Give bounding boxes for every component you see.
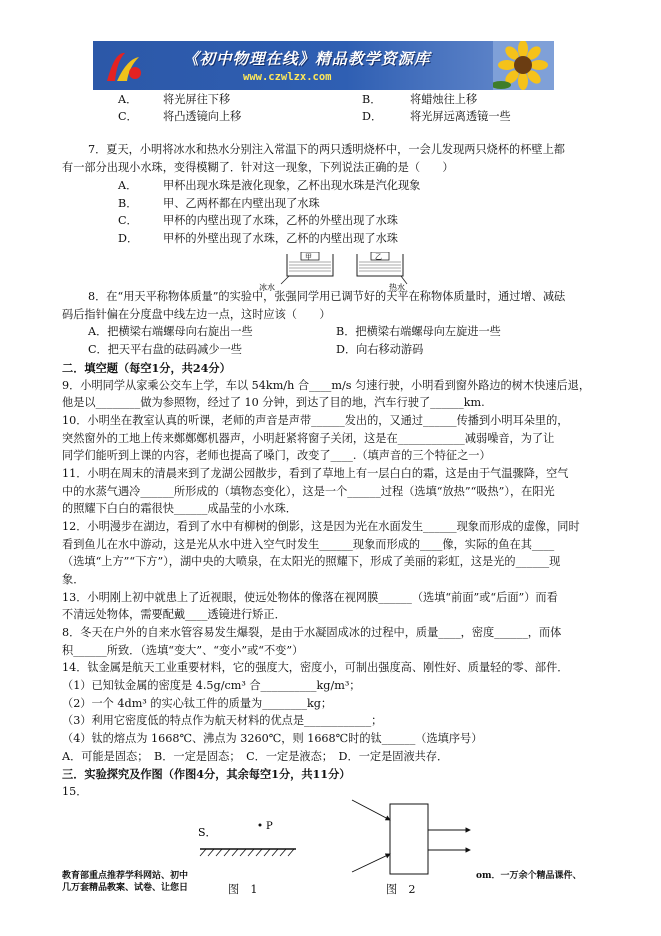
cup1-label: 甲 [305, 253, 312, 261]
fill-line: 8．冬天在户外的自来水管容易发生爆裂，是由于水凝固成冰的过程中，质量____，密度______，而体 [62, 626, 562, 639]
fill-line: 象． [62, 573, 85, 586]
q6-option-d-label: D． [362, 110, 383, 123]
figure-1-mirror [192, 815, 300, 875]
q6-option-a: 将光屏往下移 [163, 93, 231, 106]
fill-line: 14．钛金属是航天工业重要材料，它的强度大，密度小，可制出强度高、刚性好、质量轻的零、部件． [62, 661, 569, 674]
q6-option-c-label: C． [118, 110, 138, 123]
q8-stem-line2: 码后指针偏在分度盘中线左边一点，这时应该（ ） [62, 308, 331, 321]
banner-url[interactable]: www.czwlzx.com [243, 71, 332, 83]
black-box [390, 804, 428, 874]
point-p-dot [259, 824, 262, 827]
q6-option-a-label: A． [118, 93, 138, 106]
fill-line: （1）已知钛金属的密度是 4.5g/cm³ 合__________kg/m³； [62, 679, 361, 692]
fill-line: 的照耀下白白的霜很快______成晶莹的小水珠． [62, 502, 297, 515]
q8-option-a: A．把横梁右端螺母向右旋出一些 [88, 325, 253, 338]
footer-left-line2: 几万套精品教案、试卷、让您日 [62, 883, 189, 893]
q6-option-b-label: B． [362, 93, 382, 106]
q7-stem-line2: 有一部分出现小水珠，变得模糊了．针对这一现象，下列说法正确的是（ ） [62, 161, 454, 174]
fill-line: 他是以________做为参照物，经过了 10 分钟，到达了目的地，汽车行驶了______km. [62, 396, 485, 409]
q6-option-c: 将凸透镜向上移 [163, 110, 242, 123]
point-p-label: P [266, 821, 273, 832]
fill-line: （选填“上方”“下方”），湖中央的大喷泉，在太阳光的照耀下，形成了美丽的彩虹，这是光的______现 [62, 555, 561, 568]
q15-label: 15． [62, 785, 88, 798]
q7-option-a-label: A． [118, 179, 138, 192]
fill-line: A．可能是固态； B．一定是固态； C．一定是液态； D．一定是固液共存． [62, 750, 449, 763]
footer-left-line1: 教育部重点推荐学科网站、初中 [62, 871, 189, 881]
figure-2-caption: 图 2 [386, 883, 416, 896]
sunflower-icon [493, 41, 554, 90]
q8-stem-line1: 8．在“用天平称物体质量”的实验中，张强同学用已调节好的天平在称物体质量时，通过增、减砝 [88, 290, 566, 303]
cup2-label: 乙 [375, 253, 382, 261]
fill-line: 同学们能听到上课的内容，老师也提高了嗓门，改变了____.（填声音的三个特征之一） [62, 449, 491, 462]
figure-2-lens-box [340, 796, 490, 880]
fill-line: 12．小明漫步在湖边，看到了水中有柳树的倒影，这是因为光在水面发生______现象而形成的虚像，同时 [62, 520, 580, 533]
footer-right: om．一万余个精品课件、 [476, 871, 582, 881]
ice-water-label: 冰水 [259, 283, 275, 292]
fill-line: （4）钛的熔点为 1668℃、沸点为 3260℃，则 1668℃时的钛______（选填序号） [62, 732, 483, 745]
q7-option-d-label: D． [118, 232, 139, 245]
q7-option-a: 甲杯出现水珠是液化现象，乙杯出现水珠是汽化现象 [163, 179, 421, 192]
logo-icon [101, 47, 145, 85]
fill-line: 11．小明在周末的清晨来到了龙湖公园散步，看到了草地上有一层白白的霜，这是由于气温骤降，空气 [62, 467, 569, 480]
q8-option-b: B．把横梁右端螺母向左旋进一些 [336, 325, 501, 338]
q7-option-c: 甲杯的内壁出现了水珠，乙杯的外壁出现了水珠 [163, 214, 398, 227]
fill-line: 9．小明同学从家乘公交车上学，车以 54km/h 合____m/s 匀速行驶，小明看到窗外路边的树木快速后退， [62, 379, 591, 392]
banner-title: 《初中物理在线》精品教学资源库 [183, 49, 431, 68]
fill-line: 13．小明刚上初中就患上了近视眼，使远处物体的像落在视网膜______（选填“前面”或“后面”）而看 [62, 591, 558, 604]
fill-line: 突然窗外的工地上传来鄭鄭鄭机器声，小明赶紧将窗子关闭，这是在____________减弱噪音，为了让 [62, 432, 555, 445]
q7-option-d: 甲杯的外壁出现了水珠，乙杯的内壁出现了水珠 [163, 232, 398, 245]
hot-water-label: 热水 [389, 283, 405, 292]
header-banner [93, 41, 554, 90]
fill-line: （3）利用它密度低的特点作为航天材料的优点是____________； [62, 714, 383, 727]
incident-ray-top [352, 800, 390, 820]
section2-title: 二．填空题（每空1分，共24分） [62, 361, 231, 375]
q8-option-d: D．向右移动游码 [336, 343, 424, 356]
figure-1-caption: 图 1 [228, 883, 258, 896]
fill-line: （2）一个 4dm³ 的实心钛工件的质量为________kg； [62, 697, 333, 710]
point-s-label: S． [198, 826, 217, 839]
q7-option-b-label: B． [118, 197, 138, 210]
q7-option-c-label: C． [118, 214, 138, 227]
fill-line: 10．小明坐在教室认真的听课，老师的声音是声带______发出的，又通过______传播到小明耳朵里的， [62, 414, 569, 427]
fill-line: 不清远处物体，需要配戴____透镜进行矫正． [62, 608, 286, 621]
q8-option-c: C．把天平右盘的砝码减少一些 [88, 343, 242, 356]
fill-line: 积______所致．（选填“变大”、“变小”或“不变”） [62, 644, 304, 657]
q6-option-b: 将蜡烛往上移 [410, 93, 478, 106]
q7-option-b: 甲、乙两杯都在内壁出现了水珠 [163, 197, 320, 210]
fill-line: 中的水蒸气遇冷______所形成的（填物态变化），这是一个______过程（选填“放热”“吸热”），在阳光 [62, 485, 555, 498]
section3-title: 三．实验探究及作图（作图4分，其余每空1分，共11分） [62, 767, 351, 781]
incident-ray-bottom [352, 854, 390, 872]
q6-option-d: 将光屏远离透镜一些 [410, 110, 511, 123]
beakers-figure [245, 252, 415, 292]
q7-stem-line1: 7．夏天，小明将冰水和热水分别注入常温下的两只透明烧杯中，一会儿发现两只烧杯的杯壁上都 [88, 143, 565, 156]
fill-line: 看到鱼儿在水中游动，这是光从水中进入空气时发生______现象而形成的____像，实际的鱼在其____ [62, 538, 555, 551]
